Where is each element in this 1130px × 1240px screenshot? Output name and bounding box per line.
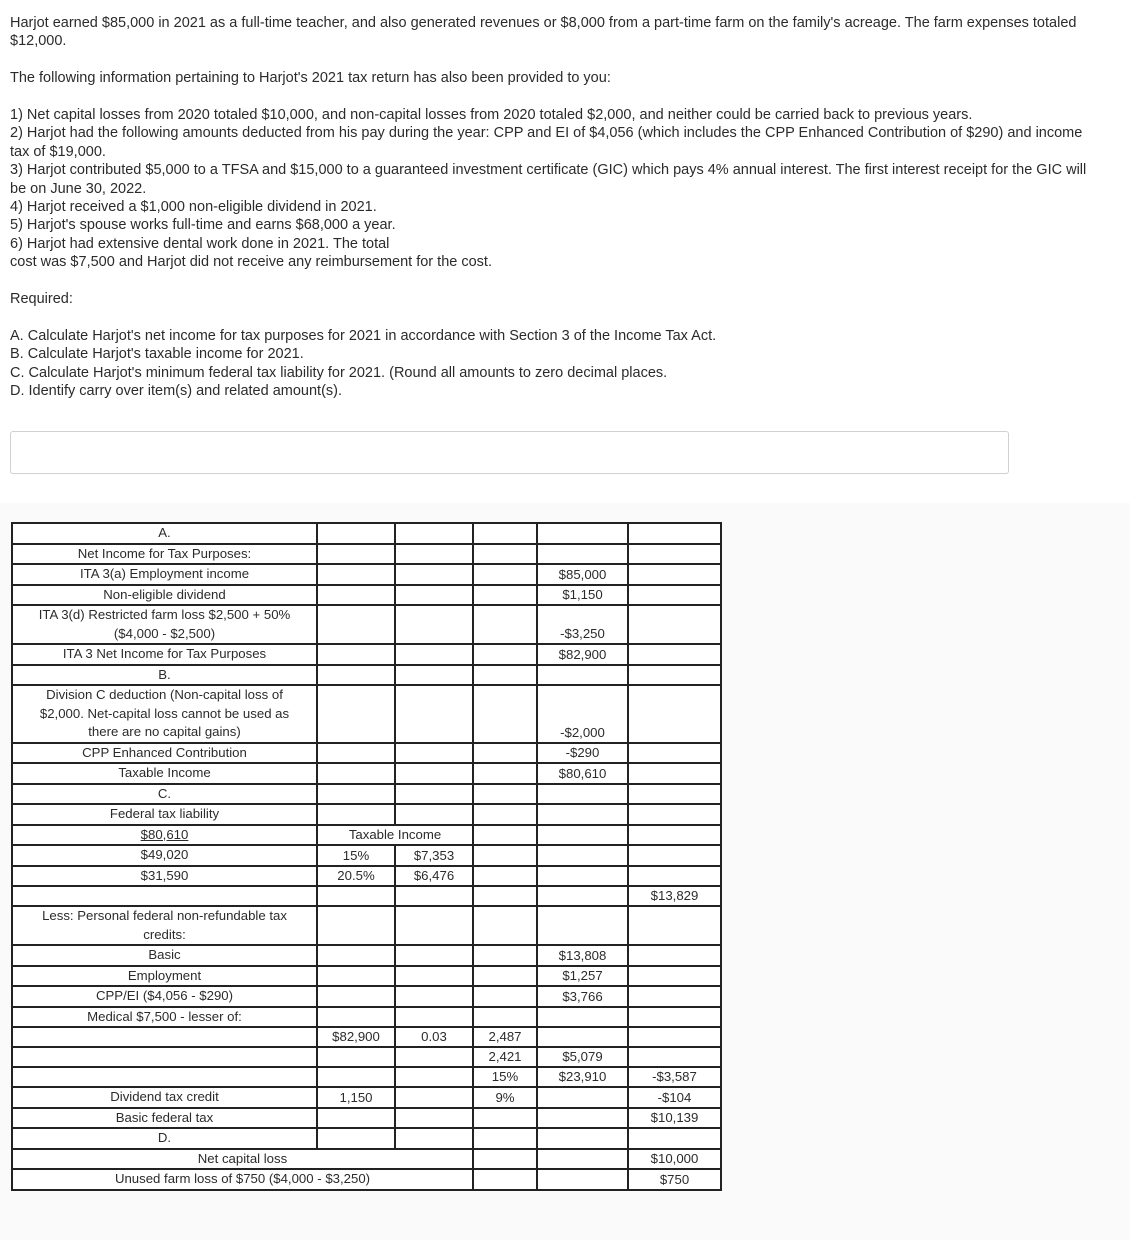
medical-calc: 2,487 [473, 1027, 537, 1047]
dividend-amount: $1,150 [537, 585, 628, 606]
farm-loss-label [12, 605, 317, 644]
net-capital-loss-label: Net capital loss [12, 1149, 473, 1170]
table-row [12, 544, 721, 565]
basic-federal-tax-amount: $10,139 [628, 1108, 721, 1129]
dividend-credit-amount: -$104 [628, 1087, 721, 1108]
bracket-2-rate: 20.5% [317, 866, 395, 887]
table-row [12, 1047, 721, 1067]
dividend-label: Non-eligible dividend [12, 585, 317, 606]
table-row [12, 866, 721, 887]
table-row [12, 1027, 721, 1047]
table-row [12, 585, 721, 606]
division-c-amount: -$2,000 [537, 685, 628, 743]
info-item: 6) Harjot had extensive dental work done in 2021. The total [10, 235, 390, 252]
bracket-2-tax: $6,476 [395, 866, 473, 887]
division-c-label [12, 685, 317, 743]
table-row [12, 1007, 721, 1028]
less-credits-label-line: credits: [143, 926, 186, 942]
bracket-1-amount: $49,020 [12, 845, 317, 866]
table-row [12, 1149, 721, 1170]
taxable-income-amount: $80,610 [537, 763, 628, 784]
table-row [12, 945, 721, 966]
table-row [12, 966, 721, 987]
employment-credit-amount: $1,257 [537, 966, 628, 987]
dividend-credit-rate: 9% [473, 1087, 537, 1108]
taxable-income-caption: Taxable Income [317, 825, 473, 846]
info-item: 2) Harjot had the following amounts deducted from his pay during the year: CPP and EI of $4,056 (which includes the CPP Enhanced Contribution of $290) and income tax of $19,000. [10, 125, 1083, 160]
table-row [12, 1128, 721, 1149]
table-row [12, 986, 721, 1007]
table-row [12, 523, 721, 544]
employment-credit-label: Employment [12, 966, 317, 987]
cpp-enhanced-label: CPP Enhanced Contribution [12, 743, 317, 764]
farm-loss-amount: -$3,250 [537, 605, 628, 644]
section-a-heading: A. [12, 523, 317, 544]
basic-credit-label: Basic [12, 945, 317, 966]
section-d-heading: D. [12, 1128, 317, 1149]
medical-rate: 0.03 [395, 1027, 473, 1047]
taxable-income-value [12, 825, 317, 846]
table-row [12, 784, 721, 805]
dividend-credit-base: 1,150 [317, 1087, 395, 1108]
table-row [12, 763, 721, 784]
table-row [12, 825, 721, 846]
answer-input[interactable] [10, 431, 1009, 474]
ita3-total-amount: $82,900 [537, 644, 628, 665]
medical-threshold: 2,421 [473, 1047, 537, 1067]
dividend-credit-label: Dividend tax credit [12, 1087, 317, 1108]
info-item: 5) Harjot's spouse works full-time and earns $68,000 a year. [10, 217, 396, 234]
division-c-label-line: $2,000. Net-capital loss cannot be used as [39, 705, 290, 721]
farm-loss-label-line: ($4,000 - $2,500) [113, 625, 216, 641]
table-row [12, 804, 721, 825]
less-credits-label-line: Less: Personal federal non-refundable tax [42, 908, 287, 923]
employment-income-label: ITA 3(a) Employment income [12, 564, 317, 585]
cpp-enhanced-amount: -$290 [537, 743, 628, 764]
required-item: C. Calculate Harjot's minimum federal tax liability for 2021. (Round all amounts to zero decimal places. [10, 364, 668, 381]
bracket-2-amount: $31,590 [12, 866, 317, 887]
bracket-1-tax: $7,353 [395, 845, 473, 866]
table-row [12, 564, 721, 585]
federal-liability-label: Federal tax liability [12, 804, 317, 825]
info-item: cost was $7,500 and Harjot did not receive any reimbursement for the cost. [10, 254, 492, 271]
table-row [12, 1067, 721, 1087]
section-c-heading: C. [12, 784, 317, 805]
section-b-heading: B. [12, 665, 317, 686]
question-intro: Harjot earned $85,000 in 2021 as a full-time teacher, and also generated revenues or $8,000 from a part-time farm on the family's acreage. The farm expenses totaled $12,000. [10, 15, 1077, 50]
medical-label: Medical $7,500 - lesser of: [12, 1007, 317, 1028]
table-row [12, 845, 721, 866]
info-item: 1) Net capital losses from 2020 totaled $10,000, and non-capital losses from 2020 totaled $2,000, and neither could be carried back to previous years. [10, 107, 973, 123]
info-heading: The following information pertaining to Harjot's 2021 tax return has also been provided to you: [10, 70, 611, 87]
less-credits-label [12, 906, 317, 945]
medical-net-amount: $5,079 [537, 1047, 628, 1067]
unused-farm-loss-label: Unused farm loss of $750 ($4,000 - $3,250) [12, 1169, 473, 1190]
table-row [12, 665, 721, 686]
cpp-ei-amount: $3,766 [537, 986, 628, 1007]
basic-credit-amount: $13,808 [537, 945, 628, 966]
info-item: 3) Harjot contributed $5,000 to a TFSA and $15,000 to a guaranteed investment certificate (GIC) which pays 4% annual interest. The first interest receipt for the GIC will be on June 30, 2022. [10, 162, 1087, 197]
net-capital-loss-amount: $10,000 [628, 1149, 721, 1170]
basic-federal-tax-label: Basic federal tax [12, 1108, 317, 1129]
table-row [12, 1087, 721, 1108]
required-item: A. Calculate Harjot's net income for tax purposes for 2021 in accordance with Section 3 of the Income Tax Act. [10, 327, 717, 344]
gross-tax-amount: $13,829 [628, 886, 721, 906]
farm-loss-label-line: ITA 3(d) Restricted farm loss $2,500 + 50% [38, 607, 291, 622]
credit-rate: 15% [473, 1067, 537, 1087]
question-text [10, 14, 1100, 400]
division-c-label-line: Division C deduction (Non-capital loss of [46, 687, 283, 702]
table-row [12, 685, 721, 743]
required-heading: Required: [10, 291, 73, 308]
cpp-ei-label: CPP/EI ($4,056 - $290) [12, 986, 317, 1007]
division-c-label-line: there are no capital gains) [88, 724, 241, 739]
nitp-heading: Net Income for Tax Purposes: [12, 544, 317, 565]
unused-farm-loss-amount: $750 [628, 1169, 721, 1190]
table-row [12, 1108, 721, 1129]
ita3-total-label: ITA 3 Net Income for Tax Purposes [12, 644, 317, 665]
table-row [12, 644, 721, 665]
taxable-income-label: Taxable Income [12, 763, 317, 784]
info-item: 4) Harjot received a $1,000 non-eligible dividend in 2021. [10, 199, 377, 216]
table-row [12, 906, 721, 945]
table-row [12, 886, 721, 906]
required-item: B. Calculate Harjot's taxable income for 2021. [10, 346, 304, 363]
table-row [12, 1169, 721, 1190]
credit-total: $23,910 [537, 1067, 628, 1087]
table-row [12, 743, 721, 764]
table-row [12, 605, 721, 644]
worksheet-table [11, 522, 722, 1191]
bracket-1-rate: 15% [317, 845, 395, 866]
employment-income-amount: $85,000 [537, 564, 628, 585]
credit-amount: -$3,587 [628, 1067, 721, 1087]
required-item: D. Identify carry over item(s) and related amount(s). [10, 383, 343, 400]
medical-income: $82,900 [317, 1027, 395, 1047]
taxable-income-underlined: $80,610 [140, 826, 189, 842]
